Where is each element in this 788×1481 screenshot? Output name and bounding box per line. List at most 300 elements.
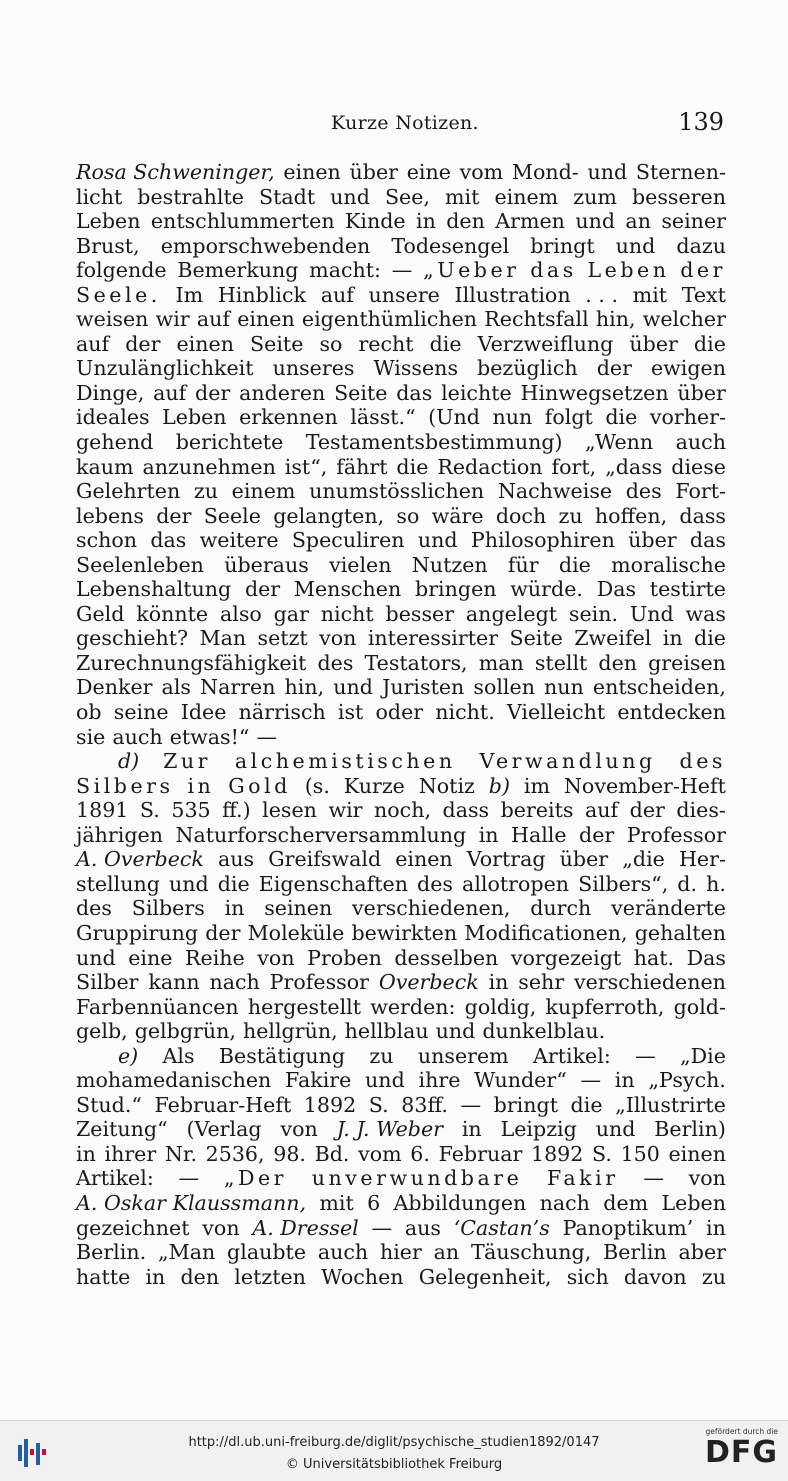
word: Leben [661,1190,726,1215]
text-line [76,1068,726,1093]
word: der [579,822,615,847]
word: bestrahlte [137,184,244,209]
word: in [614,1068,635,1093]
word: mit [445,184,480,209]
word: Notiz [418,773,475,798]
text-line [76,823,726,848]
word: der [596,356,632,381]
word: einen [395,847,453,872]
text-line [76,1240,726,1265]
word: das [150,528,187,553]
word: zu [701,1264,726,1289]
word: in [488,970,509,995]
word: Februar-Heft [154,1092,292,1117]
word: 6. [410,1141,430,1166]
word: welcher [642,307,726,332]
word: des [679,749,726,774]
word: Speculiren [291,528,405,553]
word: der [195,380,231,405]
word: vorgezeigt [510,945,622,970]
word: d) [118,749,140,774]
text-line [76,675,726,700]
word: den [446,209,485,234]
word: letzten [234,1264,306,1289]
word: mit [319,1190,354,1215]
word: greisen [648,650,726,675]
word: entdecken [617,700,726,725]
word: des [417,871,453,896]
word: zu [558,503,583,528]
word: Seele [203,503,261,528]
word: Vielleicht [506,700,606,725]
word: gelangten, [273,503,385,528]
text-line [76,283,726,308]
word: „Psych. [648,1068,726,1093]
word: „Man [157,1240,216,1265]
word: auch [675,430,726,455]
word: in [76,1141,96,1166]
word: Fakire [285,1068,352,1093]
word: in [706,1215,726,1240]
word: den [598,650,638,675]
word: auch [112,724,163,749]
word: bewirkten [351,920,458,945]
word: über [677,380,726,405]
word: die [396,454,429,479]
word: Kinde [345,209,406,234]
word: von [202,1215,240,1240]
word: vom [358,1141,402,1166]
word: kann [148,970,200,995]
word: nach [209,970,260,995]
word: oder [375,700,424,725]
word: „Die [680,1043,726,1068]
text-line [76,528,726,553]
word: Abbildungen [393,1190,527,1215]
word: Her- [678,847,726,872]
word: man [478,650,524,675]
word: zum [573,184,617,209]
word: und [365,1068,405,1093]
word: „die [622,847,665,872]
word: veränderte [611,896,726,921]
word: kupferroth, [545,994,665,1019]
text-line [76,234,726,259]
word: — [256,724,278,749]
word: Seite [250,331,304,356]
word: dies- [676,798,726,823]
text-line [76,577,726,602]
word: — [635,1043,656,1068]
word: Idee [180,700,227,725]
text-line [76,1019,726,1044]
word: Lebenshaltung [76,577,232,602]
word: einen [668,1141,726,1166]
word: Armen [495,209,565,234]
word: Hinblick [217,282,307,307]
word: A. Dressel [252,1215,359,1240]
word: Zeitung“ [76,1117,168,1142]
word: mohamedanischen [76,1068,272,1093]
word: nun [492,405,533,430]
word: „Illustrirte [615,1092,726,1117]
word: verschiedenen [574,970,726,995]
text-line [76,307,726,332]
word: aus [404,1215,441,1240]
word: Artikel: [76,1166,154,1191]
word: was [685,601,726,626]
word: den [180,1264,220,1289]
word: 1891 [76,798,129,823]
text-line [76,185,726,210]
word: 150 [620,1141,660,1166]
text-line [76,356,726,381]
word: die [558,552,591,577]
word: über [349,160,398,184]
word: Stadt [259,184,316,209]
word: Bd. [314,1141,350,1166]
word: auf [153,380,187,405]
word: allotropen [462,871,570,896]
word: Geld [76,601,125,626]
running-head [76,108,726,140]
word: Overbeck [378,970,479,995]
word: berichtete [175,430,284,455]
word: in [224,896,245,921]
word: auf [196,307,231,332]
word: Artikel: [533,1043,611,1068]
word: . . . [585,282,618,307]
word: eine [128,945,173,970]
word: Juristen [382,675,465,700]
word: ideales [76,405,150,430]
word: könnte [136,601,209,626]
word: sehr [518,970,565,995]
word: alchemistischen [234,749,456,774]
word: hatte [76,1264,131,1289]
word: als [161,675,191,700]
word: Fort- [675,479,726,504]
word: interessirter [367,626,499,651]
word: einen [237,307,295,332]
dfg-caption: gefördert durch die [705,1427,778,1436]
word: (s. [304,773,330,798]
word: Farbennüancen [76,994,239,1019]
word: besser [385,601,455,626]
word: hat. [633,945,675,970]
word: macht: [309,258,381,283]
word: auf [320,282,354,307]
word: bringt [530,233,595,258]
word: ist [337,700,364,725]
word: in [416,209,436,234]
word: an [625,209,651,234]
text-line [76,946,726,971]
word: und [615,233,656,258]
text-line [76,872,726,897]
word: der [156,503,192,528]
word: Rosa Schweninger, [76,160,275,184]
word: noch, [374,798,432,823]
word: Zurechnungsfähigkeit [76,650,307,675]
word: zu [369,1043,394,1068]
word: Täuschung, [470,1240,592,1265]
word: „Ueber [423,258,520,283]
word: über [629,331,678,356]
word: Testamentsbestimmung) [305,430,563,455]
word: und [587,160,628,184]
word: entscheiden, [592,675,726,700]
word: unserem [417,1043,509,1068]
word: Wissens [373,356,459,381]
text-line [76,970,726,995]
text-line [76,504,726,529]
word: diese [671,454,726,479]
word: der [244,577,281,602]
word: Unzulänglichkeit [76,356,254,381]
word: lesen [262,798,317,823]
text-line [76,749,726,774]
word: eine [406,160,451,184]
word: 1892 [530,1141,584,1166]
word: Proben [307,945,382,970]
word: anzunehmen [142,454,276,479]
word: besseren [631,184,726,209]
word: für [507,552,539,577]
word: sein. [568,601,619,626]
word: das [689,528,726,553]
word: recht [358,331,414,356]
word: bereits [500,798,574,823]
word: Seele. [76,282,161,307]
word: Das [686,945,726,970]
word: — [460,1092,482,1117]
word: 98. [273,1141,306,1166]
word: hier [379,1240,422,1265]
word: leichte [441,380,512,405]
word: auf [76,331,110,356]
word: kaum [76,454,134,479]
word: goldig, [464,994,537,1019]
word: zu [193,479,219,504]
word: die [605,405,638,430]
word: Rechtsfall [484,307,589,332]
word: mit [632,282,668,307]
word: weitere [199,528,279,553]
word: über [559,847,609,872]
word: hergestellt [247,994,362,1019]
word: und [330,184,370,209]
word: weisen [76,307,149,332]
word: einen [283,160,341,184]
text-line [76,381,726,406]
word: Eigenschaften [258,871,408,896]
word: wir [328,798,363,823]
word: der [680,258,726,283]
word: Als [162,1043,195,1068]
word: und [76,945,116,970]
word: über [628,528,677,553]
word: Mond- [511,160,579,184]
word: 6 [367,1190,381,1215]
word: seiner [661,209,726,234]
word: Man [199,626,247,651]
word: schon [76,528,138,553]
word: dem [603,1190,649,1215]
word: Illustration [454,282,571,307]
word: werden: [370,994,456,1019]
word: Panoptikum’ [562,1215,694,1240]
word: Leipzig [500,1117,577,1142]
word: geschieht? [76,626,189,651]
word: folgende [76,258,167,283]
word: Halle [510,822,567,847]
word: dass [679,503,726,528]
word: Im [175,282,204,307]
footer-url[interactable]: http://dl.ub.uni-freiburg.de/diglit/psychische_studien1892/0147 [188,1435,600,1450]
word: Nutzen [411,552,488,577]
word: entschlummerten [150,209,335,234]
word: stellung [76,871,160,896]
word: wir [155,307,190,332]
word: Menschen [293,577,402,602]
word: einen [176,331,234,356]
word: Seelenleben [76,552,204,577]
word: Seite [509,626,563,651]
word: gehalten [634,920,726,945]
word: närrisch [238,700,326,725]
word: „Der [223,1166,288,1191]
word: Berlin) [654,1117,726,1142]
word: vielen [329,552,392,577]
word: „Wenn [585,430,654,455]
word: das [396,380,433,405]
word: aber [678,1240,726,1265]
word: Denker [76,675,153,700]
word: 83ff. [401,1092,448,1117]
viewer-footer [0,1420,788,1481]
word: desselben [394,945,499,970]
word: folgt [544,405,593,430]
word: ‘Castan’s [453,1215,550,1240]
word: Verzweiflung [477,331,614,356]
word: die [217,871,250,896]
word: Bemerkung [177,258,299,283]
word: der [205,920,241,945]
text-line [76,700,726,725]
word: ewigen [650,356,726,381]
word: auch [317,1240,369,1265]
word: Stud.“ [76,1092,142,1117]
word: nach [539,1190,590,1215]
word: in [461,1117,482,1142]
text-line [76,602,726,627]
word: die [693,331,726,356]
text-line [76,553,726,578]
word: A. Overbeck [76,847,204,872]
word: Seite [334,380,388,405]
word: von [257,945,295,970]
text-line [76,258,726,283]
word: Text [681,282,726,307]
word: Leben [76,209,141,234]
word: vom [459,160,504,184]
word: Todesengel [391,233,510,258]
word: Berlin. [76,1240,147,1265]
running-title: Kurze Notizen. [331,112,479,134]
text-line [76,479,726,504]
word: Wochen [321,1264,404,1289]
word: nicht. [435,700,495,725]
word: 535 [171,798,211,823]
text-line [76,160,726,185]
word: so [319,331,343,356]
word: Silbers [76,773,174,798]
text-line [76,651,726,676]
text-line [76,774,726,799]
word: Berlin [603,1240,667,1265]
word: vorher- [649,405,726,430]
word: in [145,1264,166,1289]
text-line [76,1166,726,1191]
word: unseres [272,356,355,381]
word: Leben [587,258,670,283]
word: ihrer [104,1141,157,1166]
word: sollen [473,675,535,700]
word: hellblau [344,1019,429,1044]
word: bringt [493,1092,558,1117]
text-line [76,1216,726,1241]
word: bringen [415,577,497,602]
word: See, [384,184,430,209]
text-line [76,430,726,455]
word: von [280,1117,318,1142]
word: „dass [605,454,663,479]
word: 2536, [205,1141,265,1166]
word: verschiedenen, [352,896,511,921]
text-line [76,995,726,1020]
text-line [76,921,726,946]
word: hellgrün, [242,1019,338,1044]
word: d. [677,871,698,896]
word: aus [217,847,255,872]
word: licht [76,184,123,209]
word: und [168,871,209,896]
word: Wunder“ [474,1068,567,1093]
word: ob [76,700,102,725]
text-line [76,209,726,234]
word: hoffen, [594,503,668,528]
word: S. [368,1092,389,1117]
text-line [76,455,726,480]
word: und [435,1019,476,1044]
word: in [662,626,683,651]
word: von [688,1166,726,1191]
text-line [76,798,726,823]
word: Silbers“, [578,871,669,896]
word: ist“, [284,454,328,479]
word: Nr. [164,1141,197,1166]
word: setzt [257,626,308,651]
word: die [694,626,726,651]
text-line [76,1044,726,1069]
word: Hinwegsetzen [520,380,669,405]
word: Leben [162,405,227,430]
word: — [580,1068,602,1093]
word: in [478,822,499,847]
dfg-logo [696,1427,778,1475]
text-line [76,725,726,750]
